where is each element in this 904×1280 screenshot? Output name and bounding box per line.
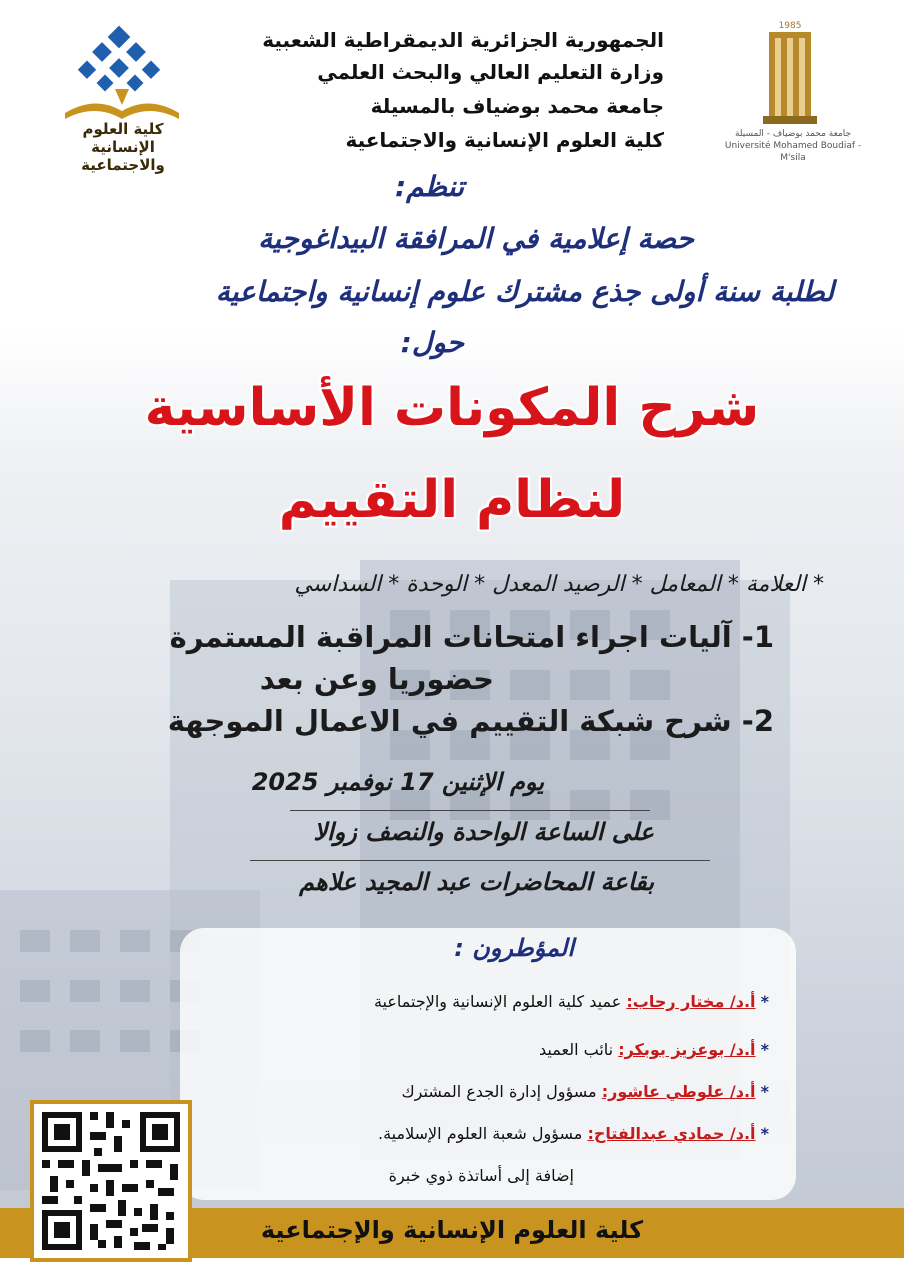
organizer-row bbox=[401, 1082, 769, 1101]
svg-text:1985: 1985 bbox=[778, 21, 802, 31]
about-label: حول: bbox=[400, 326, 464, 359]
organizer-row bbox=[539, 1040, 769, 1059]
main-title-line1: شرح المكونات الأساسية bbox=[144, 378, 760, 438]
footer-text: كلية العلوم الإنسانية والإجتماعية bbox=[260, 1216, 644, 1244]
session-title: حصة إعلامية في المرافقة البيداغوجية bbox=[258, 222, 694, 255]
bullet-star: * bbox=[760, 1082, 769, 1101]
topic-1-line2: حضوريا وعن بعد bbox=[259, 662, 494, 696]
topic-1-line1: 1- آليات اجراء امتحانات المراقبة المستمرة bbox=[169, 620, 774, 654]
university-logo-text bbox=[718, 128, 868, 164]
qr-code[interactable] bbox=[30, 1100, 192, 1262]
keywords-line: * العلامة * المعامل * الرصيد المعدل * الوحدة * السداسي bbox=[294, 572, 824, 597]
organizer-row bbox=[374, 992, 769, 1011]
audience-line: لطلبة سنة أولى جذع مشترك علوم إنسانية واجتماعية bbox=[215, 275, 834, 308]
organizer-role: مسؤول إدارة الجدع المشترك bbox=[401, 1082, 597, 1101]
organizer-role: عميد كلية العلوم الإنسانية والإجتماعية bbox=[373, 992, 622, 1011]
organizes-label: تنظم: bbox=[394, 170, 464, 203]
organizer-role: نائب العميد bbox=[539, 1040, 614, 1059]
main-title-line2: لنظام التقييم bbox=[278, 470, 626, 530]
organizer-role: مسؤول شعبة العلوم الإسلامية. bbox=[378, 1124, 583, 1143]
organizers-heading: المؤطرون : bbox=[454, 934, 574, 962]
organizer-name: أ.د/ بوعزيز بوبكر: bbox=[618, 1040, 756, 1059]
header-faculty: كلية العلوم الإنسانية والاجتماعية bbox=[345, 128, 664, 152]
bullet-star: * bbox=[760, 1040, 769, 1059]
organizer-name: أ.د/ مختار رحاب: bbox=[626, 992, 756, 1011]
organizers-extra: إضافة إلى أساتذة ذوي خبرة bbox=[388, 1166, 574, 1185]
event-date: يوم الإثنين 17 نوفمبر 2025 bbox=[251, 768, 544, 796]
divider-2 bbox=[250, 860, 710, 861]
event-time: على الساعة الواحدة والنصف زوالا bbox=[313, 818, 654, 846]
faculty-logo-text bbox=[48, 120, 198, 174]
organizers-panel bbox=[180, 928, 796, 1200]
faculty-logo-line1: كلية العلوم bbox=[82, 120, 164, 138]
university-logo-arabic: جامعة محمد بوضياف - المسيلة bbox=[734, 129, 852, 139]
bullet-star: * bbox=[760, 1124, 769, 1143]
qr-code-icon bbox=[34, 1104, 188, 1258]
bullet-star: * bbox=[760, 992, 769, 1011]
university-logo-french: Université Mohamed Boudiaf - M'sila bbox=[724, 141, 862, 163]
organizer-name: أ.د/ علوطي عاشور: bbox=[601, 1082, 756, 1101]
faculty-logo-line2: الإنسانية والاجتماعية bbox=[81, 138, 165, 174]
header-republic: الجمهورية الجزائرية الديمقراطية الشعبية bbox=[262, 28, 664, 52]
divider-1 bbox=[290, 810, 650, 811]
organizer-name: أ.د/ حمادي عبدالفتاح: bbox=[587, 1124, 756, 1143]
header-ministry: وزارة التعليم العالي والبحث العلمي bbox=[317, 60, 664, 84]
header-university: جامعة محمد بوضياف بالمسيلة bbox=[370, 94, 664, 118]
event-place: بقاعة المحاضرات عبد المجيد علاهم bbox=[299, 868, 654, 896]
organizer-row bbox=[378, 1124, 769, 1143]
topic-2: 2- شرح شبكة التقييم في الاعمال الموجهة bbox=[167, 704, 774, 738]
